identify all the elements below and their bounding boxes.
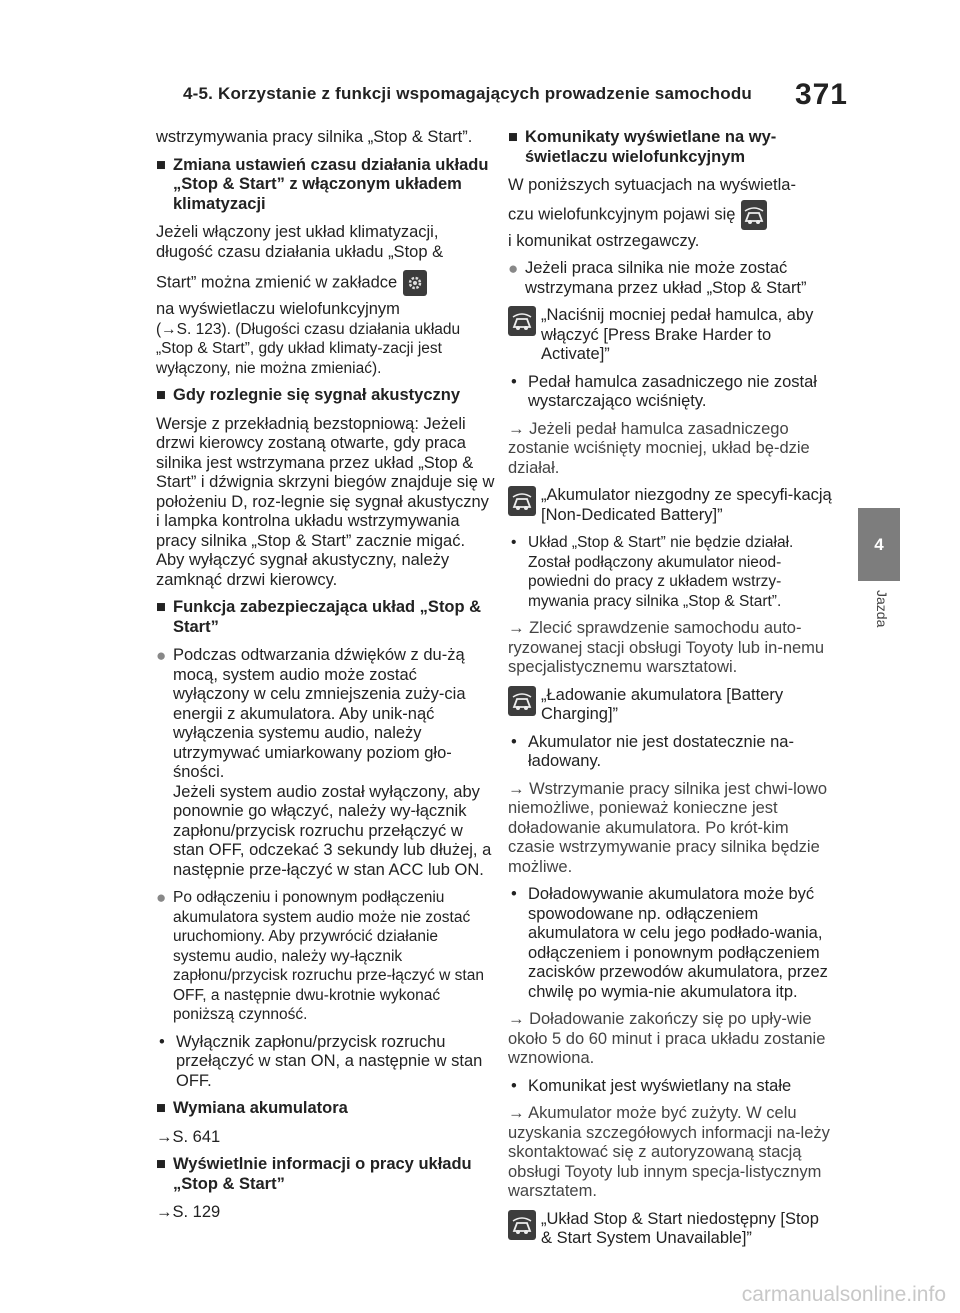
- chapter-tab: 4: [858, 508, 900, 581]
- text: Doładowywanie akumulatora może być spowodowane np. odłączeniem akumulatora w celu jego podłado-wania, odłączeniem i ponownym podłączeniem zacisków przewodów akumulatora, przez chwilę po wymia-nie akumulatora itp.: [528, 885, 828, 1001]
- list-item: [508, 259, 833, 298]
- page-header: [0, 80, 960, 110]
- heading-text: Zmiana ustawień czasu działania układu „Stop & Start” z włączonym układem klimatyzacji: [173, 155, 489, 213]
- left-column: [156, 128, 496, 1231]
- paragraph: [508, 200, 833, 230]
- bullet-icon: •: [511, 732, 517, 751]
- text: Podczas odtwarzania dźwięków z du-żą mocą, system audio może zostać wyłączony w celu zmniejszenia zuży-cia energii z akumulatora. Aby unik-nąć wyłączenia systemu audio, należy utrzymywać umiarkowany poziom gło-śności.: [173, 646, 466, 781]
- text: Układ „Stop & Start” nie będzie działał. Został podłączony akumulator nieod-powiedni do pracy z układem wstrzy-mywania pracy silnika „Stop & Start”.: [528, 534, 794, 610]
- list-item: [508, 733, 833, 772]
- bullet-icon: •: [511, 1076, 517, 1095]
- section-heading: [156, 1155, 496, 1194]
- section-heading: [156, 386, 496, 406]
- list-item: [508, 533, 833, 611]
- text: Akumulator nie jest dostatecznie na-ładowany.: [528, 732, 794, 770]
- section-title: 4-5. Korzystanie z funkcji wspomagających prowadzenie samochodu: [182, 84, 752, 103]
- section-heading: [156, 1099, 496, 1119]
- message-entry: [508, 486, 833, 525]
- list-item: [508, 373, 833, 412]
- message-entry: [508, 686, 833, 725]
- section-heading: [156, 598, 496, 637]
- square-bullet-icon: ■: [156, 1155, 166, 1173]
- square-bullet-icon: ■: [156, 155, 166, 174]
- text: Komunikat jest wyświetlany na stałe: [528, 1076, 792, 1095]
- bullet-icon: •: [159, 1032, 165, 1051]
- list-item: [156, 888, 496, 1025]
- paragraph: wstrzymywania pracy silnika „Stop & Start”.: [156, 128, 473, 146]
- paragraph: W poniższych sytuacjach na wyświetla-: [508, 176, 796, 194]
- section-heading: [156, 156, 496, 215]
- section-heading: [508, 128, 833, 167]
- list-item: [508, 1077, 833, 1097]
- text: Pedał hamulca zasadniczego nie został wystarczająco wciśnięty.: [528, 372, 817, 410]
- car-warning-icon: [741, 200, 767, 230]
- paragraph: i komunikat ostrzegawczy.: [508, 231, 700, 250]
- text: Start” można zmienić w zakładce: [156, 273, 398, 292]
- heading-text: Komunikaty wyświetlane na wy-świetlaczu wielofunkcyjnym: [525, 128, 777, 166]
- heading-text: Wyświetlnie informacji o pracy układu „Stop & Start”: [173, 1155, 472, 1193]
- heading-text: Wymiana akumulatora: [173, 1099, 348, 1117]
- text: Po odłączeniu i ponownym podłączeniu akumulatora system audio może nie zostać uruchomiony. Aby przywrócić działanie systemu audio, należy wy-łącznik zapłonu/przycisk rozruchu prze-łączyć w stan OFF, a następnie dwu-krotnie wykonać poniższą czynność.: [173, 889, 484, 1023]
- square-bullet-icon: ■: [156, 1099, 166, 1117]
- text: Wyłącznik zapłonu/przycisk rozruchu przełączyć w stan ON, a następnie w stan OFF.: [176, 1032, 483, 1090]
- square-bullet-icon: ■: [156, 598, 166, 616]
- car-warning-icon: [508, 686, 536, 716]
- text: Jeżeli praca silnika nie może zostać wstrzymana przez układ „Stop & Start”: [525, 259, 807, 297]
- paragraph: → Jeżeli pedał hamulca zasadniczego zostanie wciśnięty mocniej, układ bę-dzie działał.: [508, 419, 810, 477]
- bullet-icon: •: [511, 885, 517, 903]
- text: na wyświetlaczu wielofunkcyjnym: [156, 300, 400, 318]
- list-item: [156, 1033, 496, 1092]
- bullet-icon: •: [511, 372, 517, 391]
- round-bullet-icon: ●: [156, 646, 167, 665]
- car-warning-icon: [508, 486, 536, 516]
- page-number: 371: [794, 78, 848, 111]
- page-reference: →S. 641: [156, 1127, 221, 1146]
- round-bullet-icon: ●: [508, 259, 519, 278]
- list-item: [156, 646, 496, 880]
- paragraph: (→S. 123). (Długości czasu działania układu „Stop & Start”, gdy układ klimaty-zacji jest wyłączony, nie można zmieniać).: [156, 320, 461, 377]
- heading-text: Gdy rozlegnie się sygnał akustyczny: [173, 386, 461, 404]
- paragraph: [156, 270, 496, 296]
- car-warning-icon: [508, 1210, 536, 1240]
- text: czu wielofunkcyjnym pojawi się: [508, 204, 736, 223]
- message-text: „Ładowanie akumulatora [Battery Charging]”: [541, 685, 784, 723]
- right-column: [508, 128, 833, 1257]
- message-entry: [508, 1210, 833, 1249]
- text: Jeżeli włączony jest układ klimatyzacji, długość czasu działania układu „Stop &: [156, 223, 444, 261]
- paragraph: → Wstrzymanie pracy silnika jest chwi-lowo niemożliwe, ponieważ konieczne jest doładowanie akumulatora. Po krót-kim czasie wstrzymywanie pracy silnika będzie możliwe.: [508, 779, 828, 876]
- paragraph: [156, 300, 496, 320]
- car-warning-icon: [508, 306, 536, 336]
- message-text: „Akumulator niezgodny ze specyfi-kacją [Non-Dedicated Battery]”: [541, 486, 832, 524]
- heading-text: Funkcja zabezpieczająca układ „Stop & Start”: [173, 598, 482, 636]
- square-bullet-icon: ■: [156, 386, 166, 404]
- paragraph: → Akumulator może być zużyty. W celu uzyskania szczegółowych informacji na-leży skontaktować się z autoryzowaną stacją obsługi Toyoty lub innym specja-listycznym warsztatem.: [508, 1104, 830, 1200]
- square-bullet-icon: ■: [508, 128, 518, 146]
- list-item: [508, 885, 833, 1002]
- message-text: „Układ Stop & Start niedostępny [Stop & Start System Unavailable]”: [541, 1209, 819, 1247]
- watermark: carmanualsonline.info: [741, 1283, 946, 1306]
- message-text: „Naciśnij mocniej pedał hamulca, aby włączyć [Press Brake Harder to Activate]”: [541, 306, 814, 363]
- paragraph: → Doładowanie zakończy się po upły-wie około 5 do 60 minut i praca układu zostanie wznowiona.: [508, 1010, 826, 1067]
- paragraph: [156, 223, 496, 262]
- paragraph: → Zlecić sprawdzenie samochodu auto-ryzowanej stacji obsługi Toyoty lub in-nemu specjalistycznemu warsztatowi.: [508, 619, 825, 676]
- round-bullet-icon: ●: [156, 888, 167, 907]
- bullet-icon: •: [511, 534, 517, 551]
- gear-icon: [403, 270, 427, 296]
- message-entry: [508, 306, 833, 365]
- page-reference: →S. 129: [156, 1203, 221, 1221]
- paragraph: Wersje z przekładnią bezstopniową: Jeżeli drzwi kierowcy zostaną otwarte, gdy praca silnika jest wstrzymana przez układ „Stop & Start” i dźwignia skrzyni biegów znajduje się w położeniu D, roz-legnie się sygnał akustyczny i lampka kontrolna układu wstrzymywania pracy silnika „Stop & Start” zacznie migać. Aby wyłączyć sygnał akustyczny, należy zamknąć drzwi kierowcy.: [156, 414, 495, 589]
- chapter-label: Jazda: [874, 590, 890, 628]
- text: Jeżeli system audio został wyłączony, aby ponownie go włączyć, należy wy-łącznik zapłonu/przycisk rozruchu przełączyć w stan OFF, odczekać 3 sekundy lub dłużej, a następnie prze-łączyć w stan ACC lub ON.: [173, 782, 492, 879]
